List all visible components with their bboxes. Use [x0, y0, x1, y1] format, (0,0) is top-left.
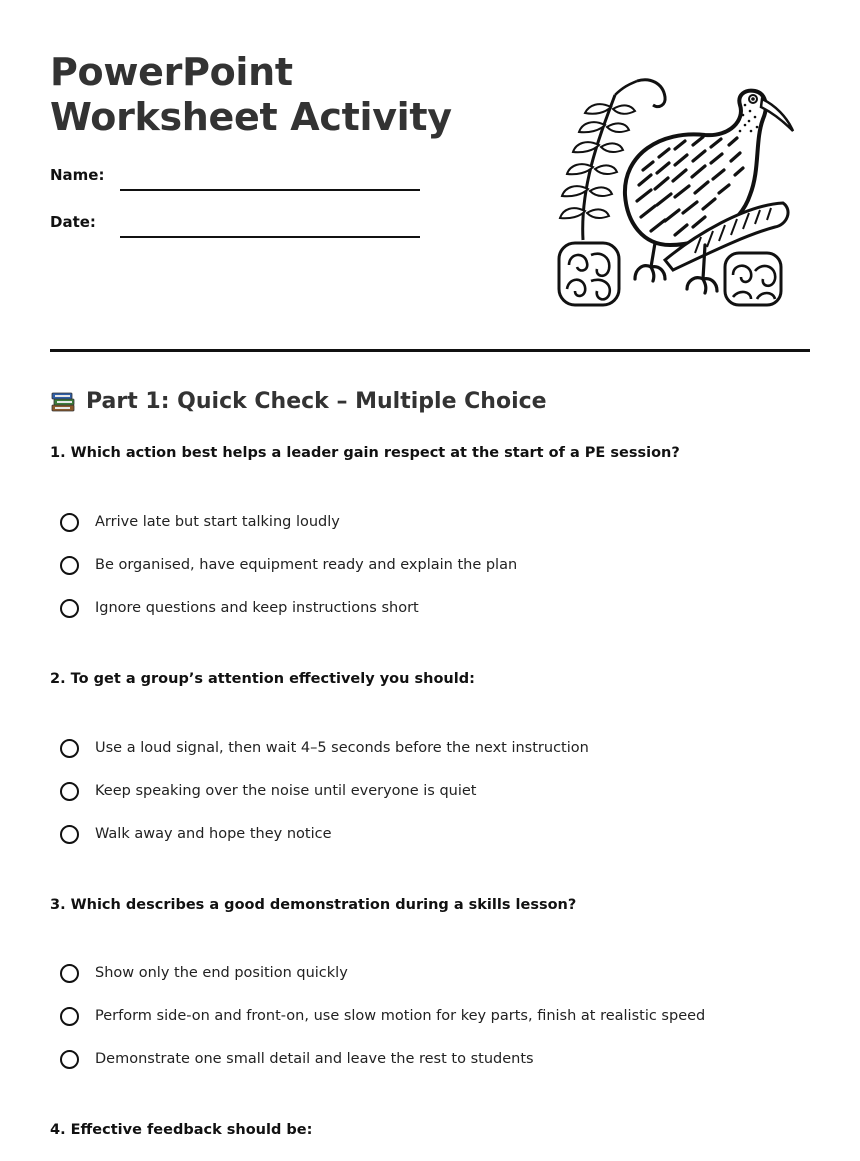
- option-label: Keep speaking over the noise until everyone is quiet: [95, 783, 477, 799]
- option-label: Use a loud signal, then wait 4–5 seconds before the next instruction: [95, 740, 589, 756]
- radio-button[interactable]: [60, 964, 79, 983]
- question-3-option-b[interactable]: [60, 1003, 705, 1029]
- question-2-option-a[interactable]: [60, 735, 589, 761]
- question-2: 2. To get a group’s attention effectively you should:: [50, 671, 475, 687]
- option-label: Perform side-on and front-on, use slow motion for key parts, finish at realistic speed: [95, 1008, 706, 1024]
- radio-button[interactable]: [60, 739, 79, 758]
- section-heading: [50, 388, 547, 414]
- section-divider: [50, 349, 810, 352]
- radio-button[interactable]: [60, 1007, 79, 1026]
- radio-button[interactable]: [60, 782, 79, 801]
- question-1: 1. Which action best helps a leader gain respect at the start of a PE session?: [50, 445, 680, 461]
- name-field: [50, 166, 420, 196]
- date-line[interactable]: [120, 236, 420, 238]
- books-icon: [50, 388, 76, 414]
- radio-button[interactable]: [60, 513, 79, 532]
- date-field: [50, 213, 420, 243]
- option-label: Be organised, have equipment ready and explain the plan: [95, 557, 518, 573]
- name-label: Name:: [50, 166, 105, 184]
- radio-button[interactable]: [60, 825, 79, 844]
- question-2-option-c[interactable]: [60, 821, 332, 847]
- question-3: 3. Which describes a good demonstration during a skills lesson?: [50, 897, 577, 913]
- question-1-option-c[interactable]: [60, 595, 419, 621]
- question-3-option-c[interactable]: [60, 1046, 534, 1072]
- question-1-option-a[interactable]: [60, 509, 340, 535]
- worksheet-title: PowerPoint Worksheet Activity: [50, 50, 452, 139]
- option-label: Demonstrate one small detail and leave the rest to students: [95, 1051, 534, 1067]
- kiwi-bird-illustration: [555, 75, 795, 310]
- option-label: Arrive late but start talking loudly: [95, 514, 340, 530]
- section-heading-text: Part 1: Quick Check – Multiple Choice: [86, 388, 547, 414]
- question-1-option-b[interactable]: [60, 552, 517, 578]
- name-line[interactable]: [120, 189, 420, 191]
- question-4: 4. Effective feedback should be:: [50, 1122, 313, 1138]
- radio-button[interactable]: [60, 1050, 79, 1069]
- radio-button[interactable]: [60, 556, 79, 575]
- option-label: Show only the end position quickly: [95, 965, 348, 981]
- radio-button[interactable]: [60, 599, 79, 618]
- option-label: Walk away and hope they notice: [95, 826, 332, 842]
- date-label: Date:: [50, 213, 96, 231]
- question-2-option-b[interactable]: [60, 778, 476, 804]
- option-label: Ignore questions and keep instructions short: [95, 600, 419, 616]
- question-3-option-a[interactable]: [60, 960, 348, 986]
